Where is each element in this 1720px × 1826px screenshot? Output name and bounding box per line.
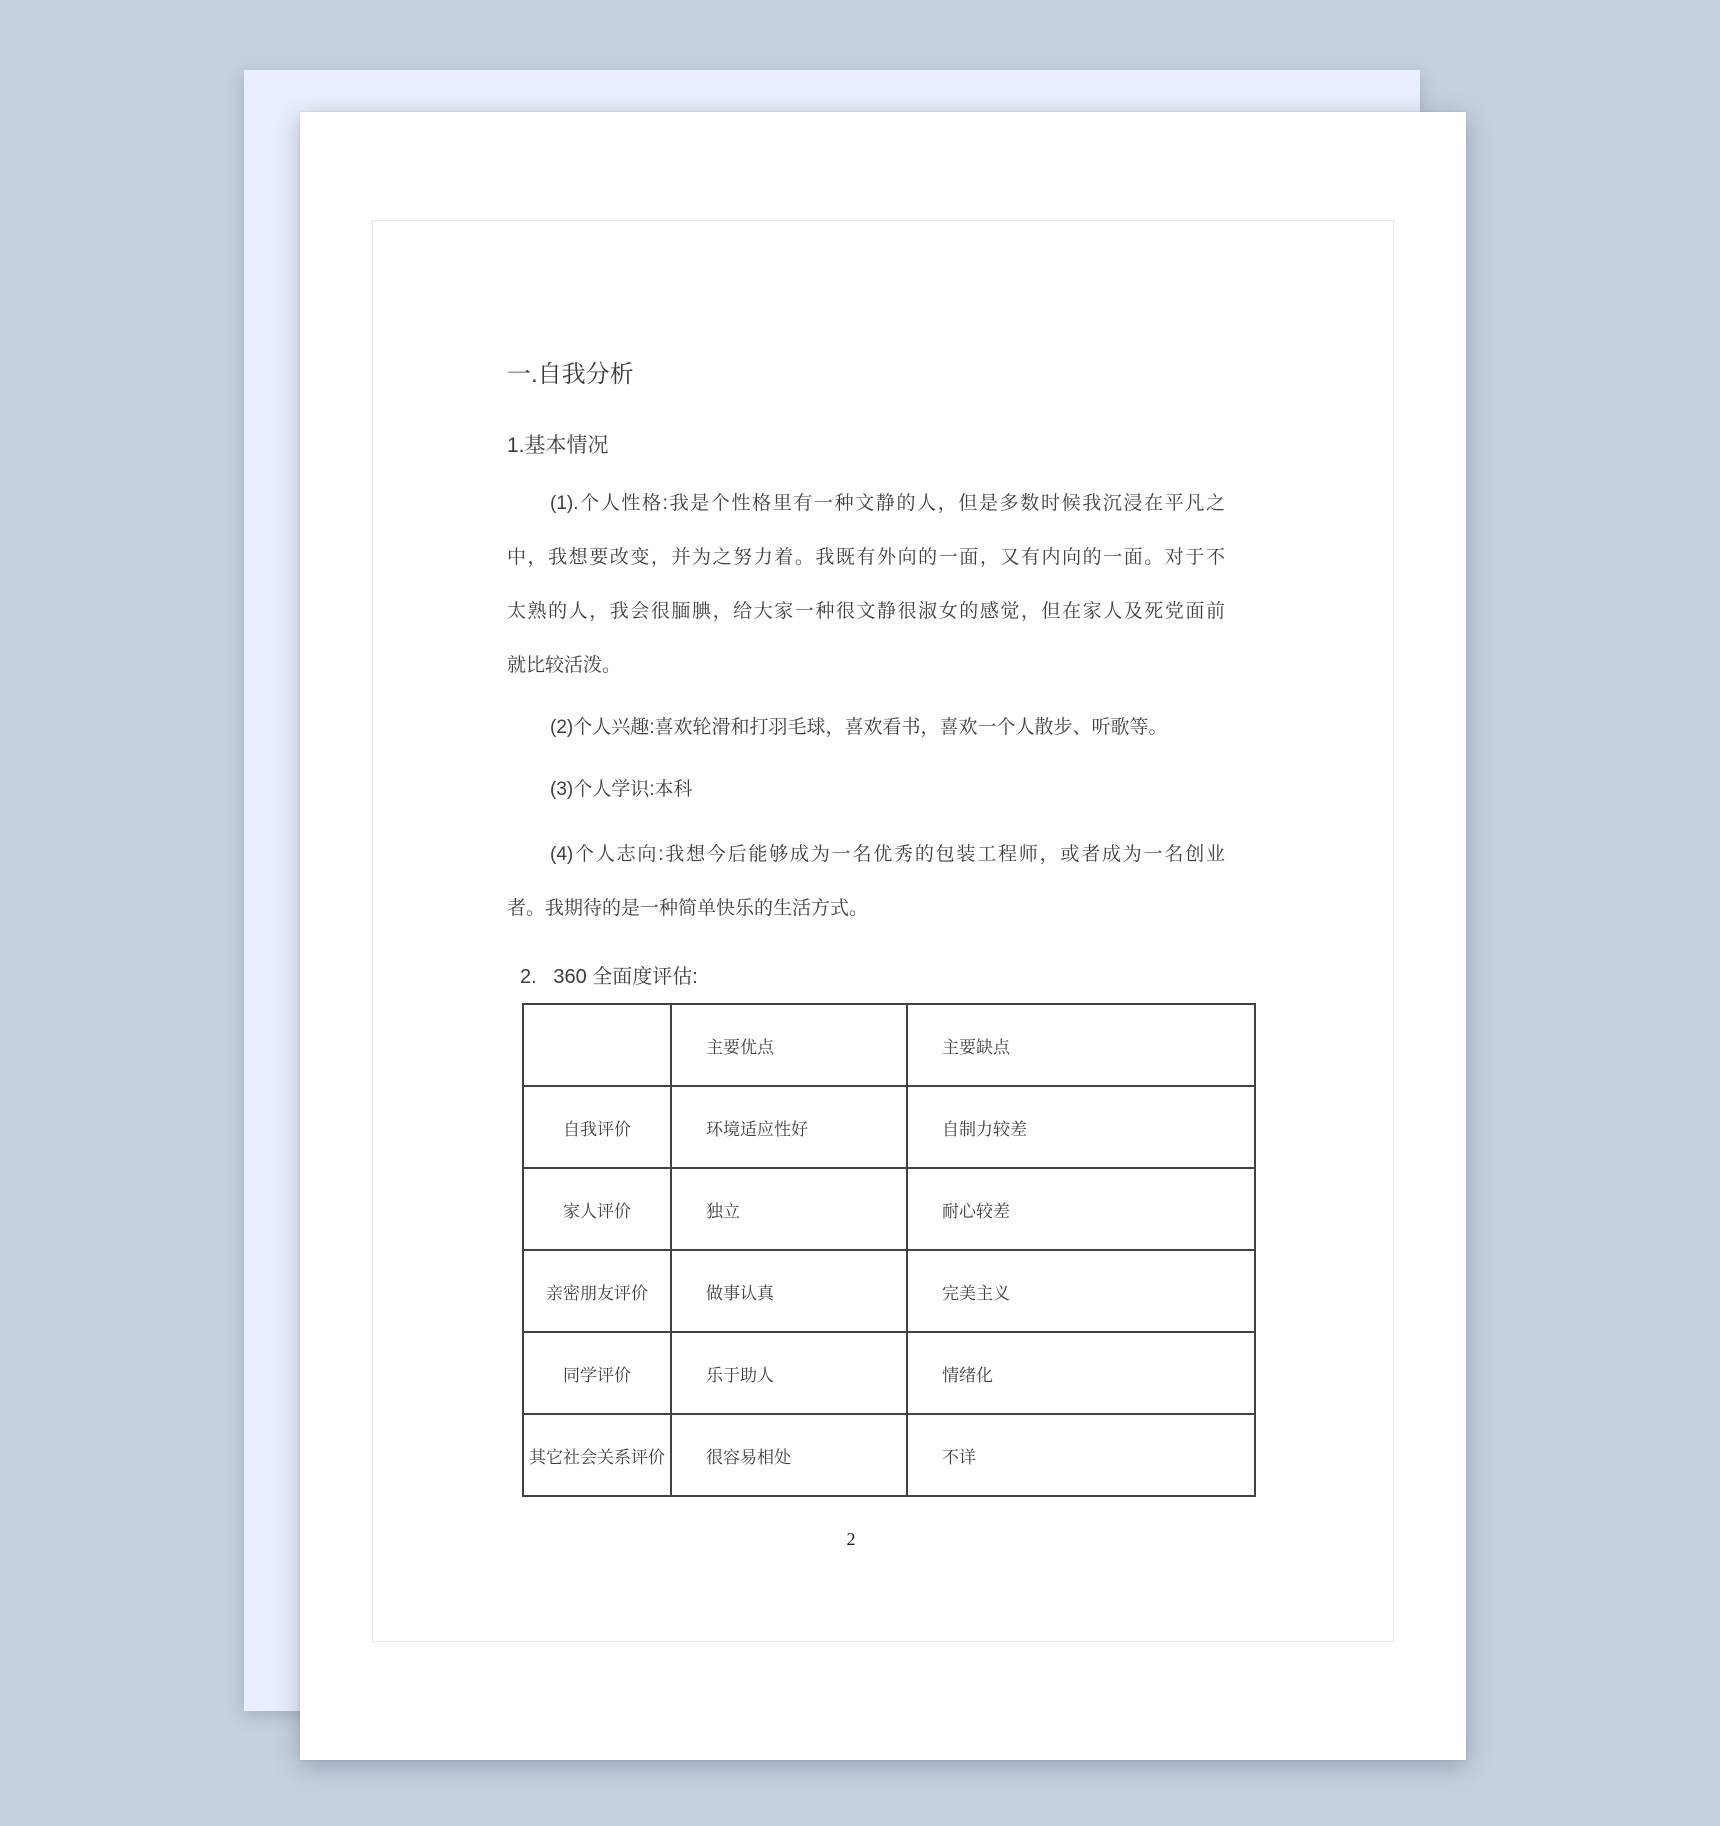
table-cell: 同学评价 (523, 1332, 671, 1414)
body-line: 就比较活泼。 (507, 655, 622, 676)
body-line: (3)个人学识:本科 (550, 779, 693, 800)
table-cell: 环境适应性好 (671, 1086, 907, 1168)
table-cell: 自制力较差 (907, 1086, 1255, 1168)
table-row (523, 1086, 1255, 1168)
table-header-cell: 主要缺点 (907, 1004, 1255, 1086)
paragraph (507, 828, 1225, 936)
paragraph (507, 477, 1225, 693)
document-content (507, 112, 1225, 1551)
table-cell: 很容易相处 (671, 1414, 907, 1496)
body-line: (1).个人性格:我是个性格里有一种文静的人，但是多数时候我沉浸在平凡之 (550, 493, 1225, 514)
table-cell: 耐心较差 (907, 1168, 1255, 1250)
table-cell: 乐于助人 (671, 1332, 907, 1414)
paragraph (507, 763, 1225, 817)
table-cell: 独立 (671, 1168, 907, 1250)
paragraph (507, 701, 1225, 755)
table-row (523, 1250, 1255, 1332)
body-line: (2)个人兴趣:喜欢轮滑和打羽毛球，喜欢看书，喜欢一个人散步、听歌等。 (550, 717, 1168, 738)
table-cell: 情绪化 (907, 1332, 1255, 1414)
table-header-row (523, 1004, 1255, 1086)
page-number: 2 (846, 1529, 856, 1549)
table-cell: 家人评价 (523, 1168, 671, 1250)
table-row (523, 1414, 1255, 1496)
body-line: 中，我想要改变，并为之努力着。我既有外向的一面，又有内向的一面。对于不 (507, 547, 1225, 568)
table-cell: 不详 (907, 1414, 1255, 1496)
body-paragraphs (507, 477, 1225, 936)
table-cell: 其它社会关系评价 (523, 1414, 671, 1496)
table-cell: 亲密朋友评价 (523, 1250, 671, 1332)
table-header-cell (523, 1004, 671, 1086)
body-line: (4)个人志向:我想今后能够成为一名优秀的包装工程师，或者成为一名创业 (550, 844, 1225, 865)
table-row (523, 1332, 1255, 1414)
section-heading: 1.基本情况 (507, 434, 609, 457)
evaluation-table (522, 1003, 1256, 1497)
document-page (300, 112, 1466, 1760)
table-cell: 做事认真 (671, 1250, 907, 1332)
body-line: 太熟的人，我会很腼腆，给大家一种很文静很淑女的感觉，但在家人及死党面前 (507, 601, 1225, 622)
document-title: 一.自我分析 (507, 361, 634, 388)
table-row (523, 1168, 1255, 1250)
table-cell: 自我评价 (523, 1086, 671, 1168)
table-cell: 完美主义 (907, 1250, 1255, 1332)
subsection-heading: 2. 360 全面度评估: (520, 966, 698, 988)
table-header-cell: 主要优点 (671, 1004, 907, 1086)
body-line: 者。我期待的是一种简单快乐的生活方式。 (507, 898, 869, 919)
